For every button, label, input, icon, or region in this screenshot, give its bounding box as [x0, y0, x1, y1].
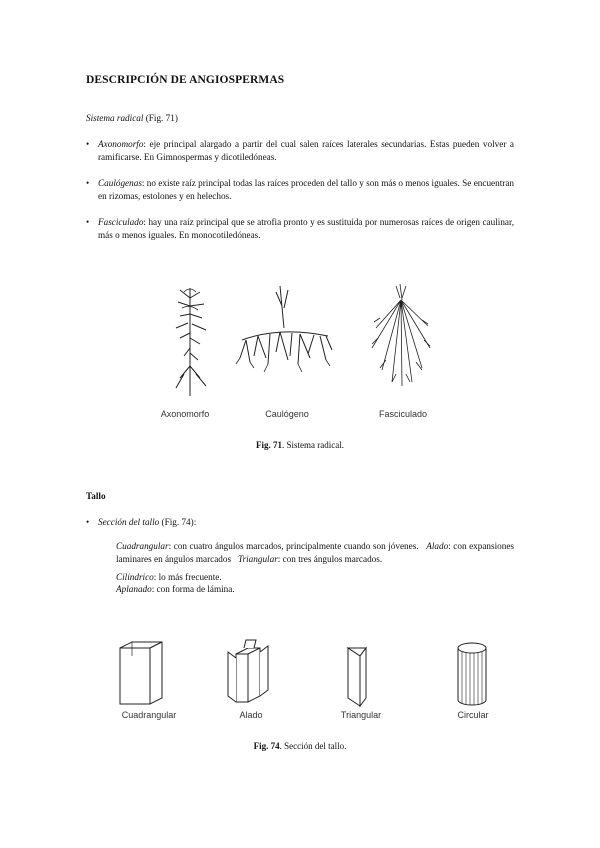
term-cilindrico: Cilíndrico [116, 572, 154, 582]
bullet-text: : hay una raíz principal que se atrofia pronto y es sustituida por numerosas raíces de origen caulinar, más o menos iguales. En monocotiledóneas. [98, 217, 514, 240]
figure-74-caption [200, 741, 400, 751]
alado-drawing [228, 640, 268, 702]
bullet-term: Axonomorfo [98, 139, 144, 149]
bullet-dot: • [86, 217, 90, 227]
section-heading-italic: Sistema radical [86, 113, 144, 123]
caulogeno-drawing [236, 286, 332, 372]
stem-type-cilindrico [116, 571, 222, 584]
figure-label-alado: Alado [239, 710, 263, 720]
text-cuadrangular: : con cuatro ángulos marcados, principalmente cuando son jóvenes. [168, 541, 419, 551]
bullet-axonomorfo [98, 138, 514, 163]
section-heading-tallo: Tallo [86, 491, 106, 501]
circular-drawing [458, 643, 486, 705]
term-cuadrangular: Cuadrangular [116, 541, 169, 551]
triangular-drawing [348, 648, 366, 706]
axonomorfo-drawing [176, 288, 206, 396]
bullet-dot: • [86, 178, 90, 188]
figure-label-cuadrangular: Cuadrangular [121, 710, 177, 720]
fasciculado-drawing [372, 284, 430, 386]
text-aplanado: : con forma de lámina. [151, 584, 235, 594]
text-alado: : con expansiones laminares en ángulos marcados [116, 541, 514, 564]
bullet-dot: • [86, 139, 90, 149]
bullet-term: Fasciculado [98, 217, 144, 227]
caption-text: . Sección del tallo. [279, 741, 347, 751]
section-heading-root-system [86, 112, 178, 125]
term-aplanado: Aplanado [116, 584, 152, 594]
figure-label-caulogeno: Caulógeno [265, 409, 309, 419]
term-triangular: Triangular [237, 553, 278, 564]
text-triangular: : con tres ángulos marcados. [277, 553, 383, 564]
figure-label-circular: Circular [457, 710, 489, 720]
page-title: DESCRIPCIÓN DE ANGIOSPERMAS [86, 74, 285, 86]
stem-sections-illustration [110, 634, 500, 710]
figure-71-caption [200, 440, 400, 450]
caption-text: . Sistema radical. [282, 440, 344, 450]
root-system-illustration [150, 278, 450, 408]
caption-bold: Fig. 74 [253, 741, 280, 751]
cuadrangular-drawing [120, 642, 162, 704]
bullet-text: (Fig. 74): [159, 517, 197, 527]
bullet-seccion-tallo [98, 516, 196, 529]
bullet-fasciculado [98, 216, 514, 241]
bullet-text: : no existe raíz principal todas las raíces proceden del tallo y son más o menos iguales. Se encuentran en rizomas, estolones y en helechos. [98, 178, 514, 201]
bullet-dot: • [86, 517, 90, 527]
bullet-caulogenas [98, 177, 514, 202]
term-alado: Alado [426, 541, 449, 551]
bullet-term: Sección del tallo [98, 517, 160, 527]
figure-label-triangular: Triangular [340, 710, 382, 720]
bullet-term: Caulógenas [98, 178, 142, 188]
figure-label-axonomorfo: Axonomorfo [160, 409, 210, 419]
figure-label-fasciculado: Fasciculado [378, 409, 428, 419]
stem-types-paragraph [116, 540, 514, 565]
text-cilindrico: : lo más frecuente. [153, 572, 222, 582]
caption-bold: Fig. 71 [256, 440, 282, 450]
stem-type-aplanado [116, 583, 235, 596]
section-heading-ref: (Fig. 71) [143, 113, 178, 123]
bullet-text: : eje principal alargado a partir del cual salen raíces laterales secundarias. Estas pueden volver a ramificarse. En Gimnospermas y dicotiledóneas. [98, 139, 514, 162]
